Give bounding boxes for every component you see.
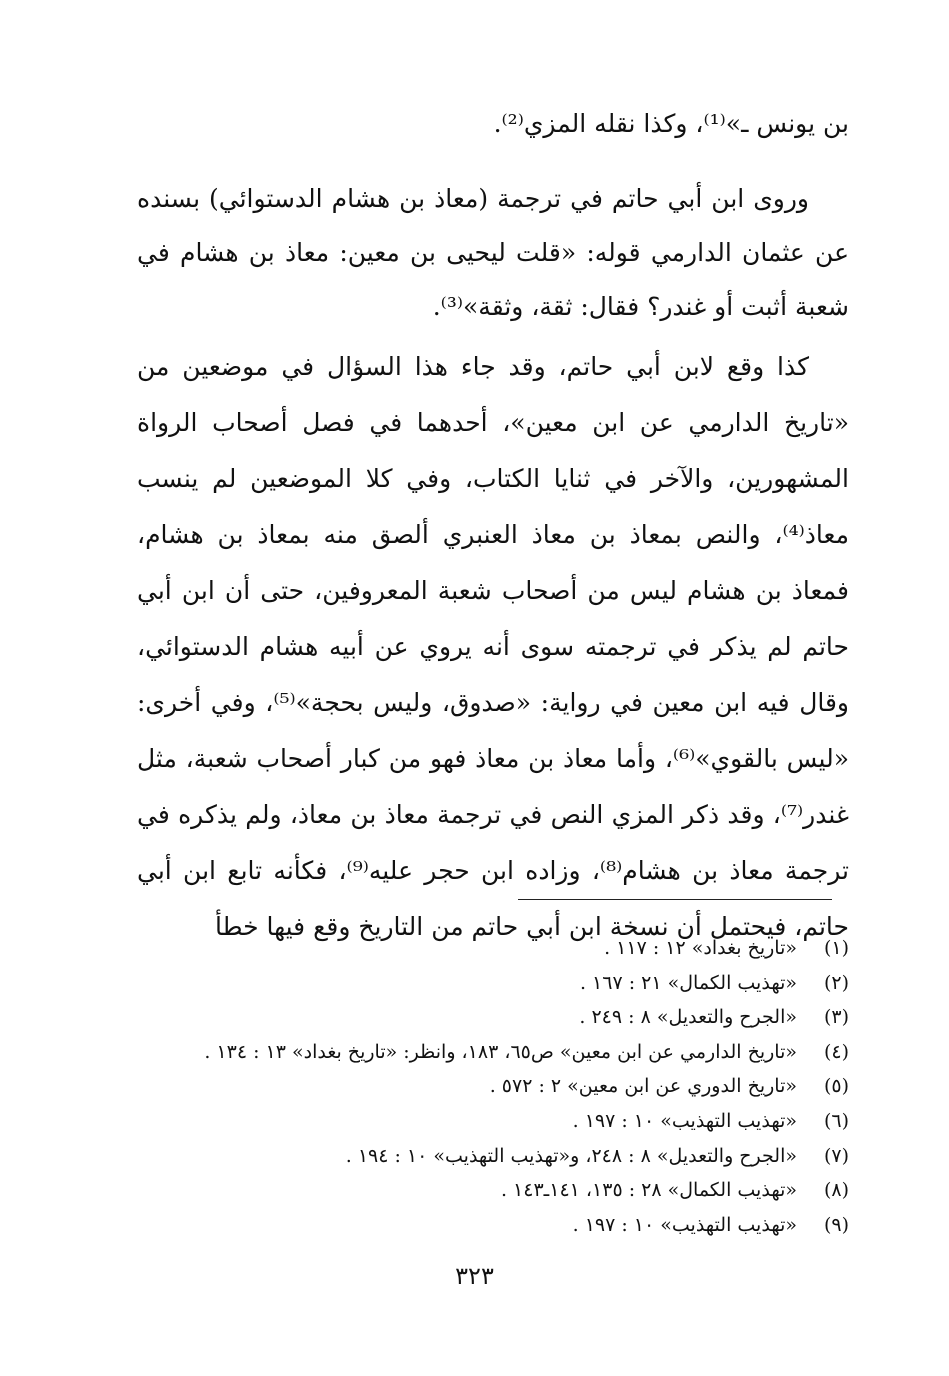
footnote-text: «تهذيب التهذيب» ١٠ : ١٩٧ . [572,1109,797,1132]
footnote-item [137,1000,849,1035]
footnote-text: «تهذيب الكمال» ٢١ : ١٦٧ . [579,971,797,994]
footnote-item [137,1069,849,1104]
footnote-number: (٢) [823,971,849,994]
footnote-text: «الجرح والتعديل» ٨ : ٢٤٨، و«تهذيب التهذيب» ١٠ : ١٩٤ . [345,1144,797,1167]
footnote-text: «تهذيب الكمال» ٢٨ : ١٣٥، ١٤١ـ١٤٣ . [500,1179,797,1202]
footnote-number: (١) [823,937,849,959]
footnote-item [137,1035,849,1070]
footnote-item [137,1139,849,1174]
footnote-text: «تاريخ الدارمي عن ابن معين» ص٦٥، ١٨٣، وانظر: «تاريخ بغداد» ١٣ : ١٣٤ . [204,1040,797,1063]
footnote-number: (٨) [823,1179,849,1202]
body-paragraph-1: بن يونس ـ»⁽¹⁾، وكذا نقله المزي⁽²⁾. [493,109,849,138]
footnote-number: (٩) [823,1213,849,1236]
footnote-item [137,966,849,1001]
footnotes-list [137,931,849,1242]
footnote-separator [518,899,832,900]
footnote-number: (٦) [823,1109,849,1132]
body-paragraph-2: وروى ابن أبي حاتم في ترجمة (معاذ بن هشام الدستوائي) بسنده عن عثمان الدارمي قوله: «قلت ليحيى بن معين: معاذ بن هشام في شعبة أثبت أو غندر؟ فقال: ثقة، وثقة»⁽³⁾. [137,184,849,321]
footnote-item [137,931,849,966]
footnote-item [137,1208,849,1243]
page-number: ٣٢٣ [455,1262,494,1290]
footnote-number: (٥) [823,1075,849,1098]
footnote-text: «الجرح والتعديل» ٨ : ٢٤٩ . [579,1006,797,1029]
body-paragraph-3: كذا وقع لابن أبي حاتم، وقد جاء هذا السؤال في موضعين من «تاريخ الدارمي عن ابن معين»، أحدهما في فصل أصحاب الرواة المشهورين، والآخر في ثنايا الكتاب، وفي كلا الموضعين لم ينسب معاذ⁽⁴⁾، والنص بمعاذ بن معاذ العنبري ألصق منه بمعاذ بن هشام، فمعاذ بن هشام ليس من أصحاب شعبة المعروفين، حتى أن ابن أبي حاتم لم يذكر في ترجمته سوى أنه يروي عن أبيه هشام الدستوائي، وقال فيه ابن معين في رواية: «صدوق، وليس بحجة»⁽⁵⁾، وفي أخرى: «ليس بالقوي»⁽⁶⁾، وأما معاذ بن معاذ فهو من كبار أصحاب شعبة، مثل غندر⁽⁷⁾، وقد ذكر المزي النص في ترجمة معاذ بن معاذ، ولم يذكره في ترجمة معاذ بن هشام⁽⁸⁾، وزاده ابن حجر عليه⁽⁹⁾، فكأنه تابع ابن أبي حاتم، فيحتمل أن نسخة ابن أبي حاتم من التاريخ وقع فيها خطأ [137,352,850,941]
footnote-text: «تهذيب التهذيب» ١٠ : ١٩٧ . [572,1213,797,1236]
footnote-number: (٣) [823,1006,849,1029]
footnote-text: «تاريخ بغداد» ١٢ : ١١٧ . [604,937,797,959]
footnote-item [137,1173,849,1208]
footnote-number: (٧) [823,1144,849,1167]
footnote-text: «تاريخ الدوري عن ابن معين» ٢ : ٥٧٢ . [489,1075,797,1098]
footnote-number: (٤) [823,1040,849,1063]
footnote-item [137,1104,849,1139]
